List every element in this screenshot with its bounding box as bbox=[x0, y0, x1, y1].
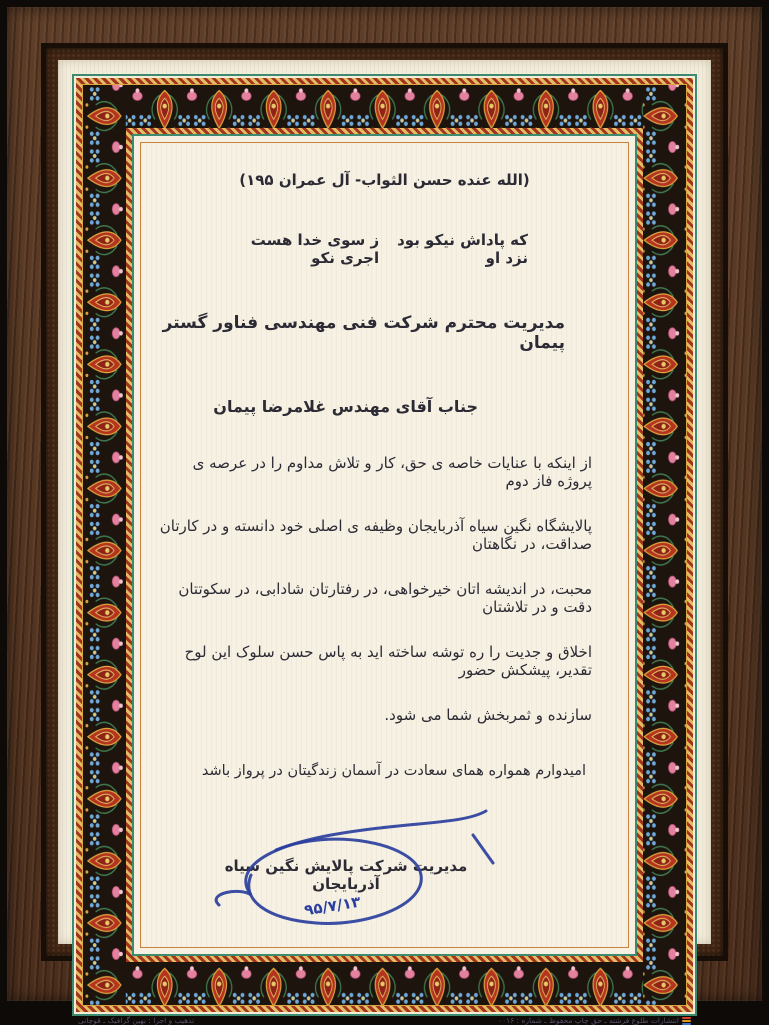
illuminated-border bbox=[82, 84, 687, 1006]
body-line: از اینکه با عنایات خاصه ی حق، کار و تلاش مداوم را در عرصه ی پروژه فاز دوم bbox=[192, 454, 592, 490]
inner-mat bbox=[46, 48, 723, 1025]
publisher-logo-icon bbox=[682, 1017, 691, 1025]
signature-block bbox=[181, 805, 511, 933]
ornament-inner-checker bbox=[126, 128, 643, 962]
body-text bbox=[159, 454, 610, 751]
signature-date: ۹۵/۷/۱۳ bbox=[303, 892, 363, 920]
publisher-credit bbox=[498, 1016, 691, 1025]
poem-couplet bbox=[159, 231, 610, 267]
wooden-frame bbox=[7, 7, 762, 1025]
publisher-credit-text: انتشارات طلوع فرشته ـ حق چاپ محفوظ ـ شماره : ۰۰۱۶ bbox=[498, 1016, 679, 1025]
body-line: پالایشگاه نگین سیاه آذربایجان وظیفه ی اصلی خود دانسته و در کارتان صداقت، در نگاهتان bbox=[159, 517, 592, 553]
closing-line: امیدوارم همواره همای سعادت در آسمان زندگیتان در پرواز باشد bbox=[201, 763, 586, 779]
body-line: سازنده و ثمربخش شما می شود. bbox=[384, 706, 592, 724]
print-credits bbox=[72, 1016, 697, 1025]
body-line: محبت، در اندیشه اتان خیرخواهی، در رفتارتان شادابی، در سکوتتان دقت و در تلاشتان bbox=[178, 580, 592, 616]
body-line: اخلاق و جدیت را ره توشه ساخته اید به پاس حسن سلوک این لوح تقدیر، پیشکش حضور bbox=[184, 643, 592, 679]
illumination-credit: تذهیب و اجرا : بهین گرافیک ـ قوچانی bbox=[78, 1016, 195, 1025]
ornament-outer-checker bbox=[76, 78, 693, 1012]
addressee-person: جناب آقای مهندس غلامرضا پیمان bbox=[213, 397, 478, 416]
quran-verse: (الله عنده حسن الثواب- آل عمران ۱۹۵) bbox=[239, 171, 530, 189]
addressee-company: مدیریت محترم شرکت فنی مهندسی فناور گستر پیمان bbox=[162, 313, 565, 353]
certificate-text-area bbox=[140, 142, 629, 948]
signatory-title: مدیریت شرکت پالایش نگین سیاه آذربایجان bbox=[224, 857, 468, 893]
ornament-outer-line bbox=[72, 74, 697, 1016]
poem-right-hemistich: که پاداش نیکو بود نزد او bbox=[397, 231, 528, 267]
ornament-inner-line bbox=[132, 134, 637, 956]
certificate-paper bbox=[58, 60, 711, 1025]
frame-groove bbox=[41, 43, 728, 1025]
poem-left-hemistich: ز سوی خدا هست اجری نکو bbox=[250, 231, 380, 267]
